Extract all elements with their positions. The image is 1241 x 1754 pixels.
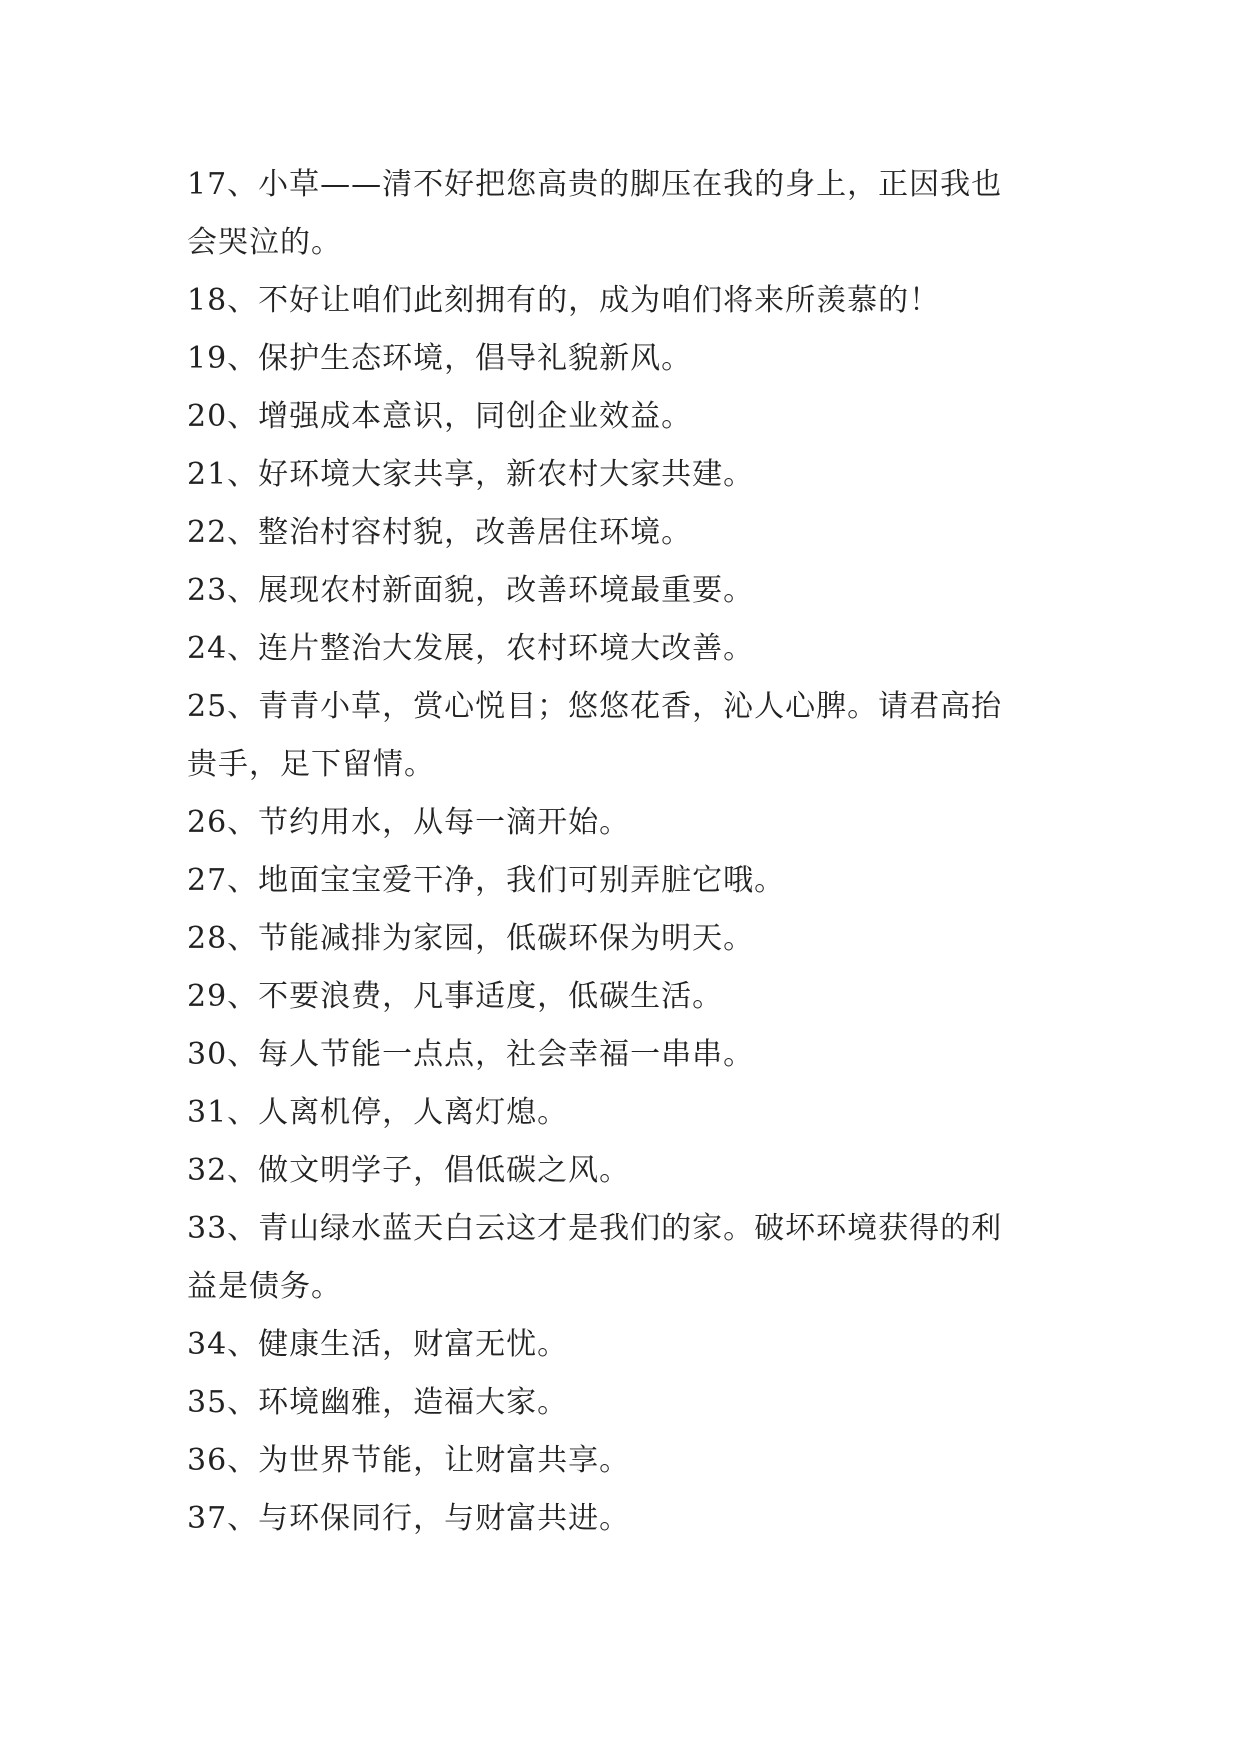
text-line: 36、为世界节能，让财富共享。: [187, 1443, 631, 1478]
text-line: 19、保护生态环境，倡导礼貌新风。: [187, 341, 693, 376]
text-line: 35、环境幽雅，造福大家。: [187, 1385, 569, 1420]
text-line: 21、好环境大家共享，新农村大家共建。: [187, 457, 755, 492]
text-line: 25、青青小草，赏心悦目；悠悠花香，沁人心脾。请君高抬: [187, 689, 1003, 724]
text-line: 28、节能减排为家园，低碳环保为明天。: [187, 921, 755, 956]
text-line: 31、人离机停，人离灯熄。: [187, 1095, 569, 1130]
text-line: 益是债务。: [187, 1269, 342, 1304]
text-line: 22、整治村容村貌，改善居住环境。: [187, 515, 693, 550]
text-line: 26、节约用水，从每一滴开始。: [187, 805, 631, 840]
text-line: 29、不要浪费，凡事适度，低碳生活。: [187, 979, 724, 1014]
text-line: 33、青山绿水蓝天白云这才是我们的家。破坏环境获得的利: [187, 1211, 1003, 1246]
text-line: 18、不好让咱们此刻拥有的，成为咱们将来所羡慕的！: [187, 283, 941, 318]
text-line: 37、与环保同行，与财富共进。: [187, 1501, 631, 1536]
text-line: 17、小草——清不好把您高贵的脚压在我的身上，正因我也: [187, 167, 1003, 202]
text-line: 34、健康生活，财富无忧。: [187, 1327, 569, 1362]
text-line: 贵手，足下留情。: [187, 747, 435, 782]
text-line: 20、增强成本意识，同创企业效益。: [187, 399, 693, 434]
text-line: 27、地面宝宝爱干净，我们可别弄脏它哦。: [187, 863, 786, 898]
text-line: 会哭泣的。: [187, 225, 342, 260]
text-line: 24、连片整治大发展，农村环境大改善。: [187, 631, 755, 666]
document-body: [187, 156, 1055, 1548]
text-line: 30、每人节能一点点，社会幸福一串串。: [187, 1037, 755, 1072]
text-line: 32、做文明学子，倡低碳之风。: [187, 1153, 631, 1188]
text-line: 23、展现农村新面貌，改善环境最重要。: [187, 573, 755, 608]
